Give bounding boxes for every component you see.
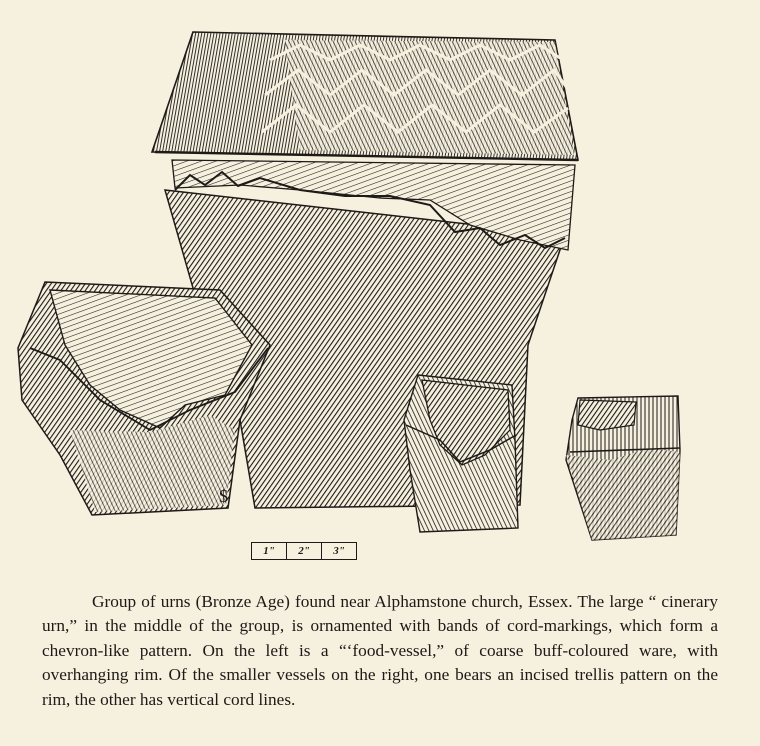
figure-caption: Group of urns (Bronze Age) found near Alphamstone church, Essex. The large “ cinerary urn,” in the middle of the group, is ornamented with bands of cord-markings, which form a chevron-like pattern. On the left is a “‘food-vessel,” of coarse buff-coloured ware, with overhanging rim. Of the smaller vessels on the right, one bears an incised trellis pattern on the rim, the other has vertical cord lines. [42, 592, 718, 709]
scale-mark-2: 2" [287, 543, 322, 559]
cord-line-vessel [566, 396, 680, 540]
scale-mark-3: 3" [333, 545, 345, 557]
trellis-vessel [404, 375, 518, 532]
artist-monogram: $ [219, 486, 228, 506]
scale-mark-1: 1" [252, 543, 287, 559]
scale-bar [251, 542, 357, 560]
food-vessel [18, 282, 270, 515]
